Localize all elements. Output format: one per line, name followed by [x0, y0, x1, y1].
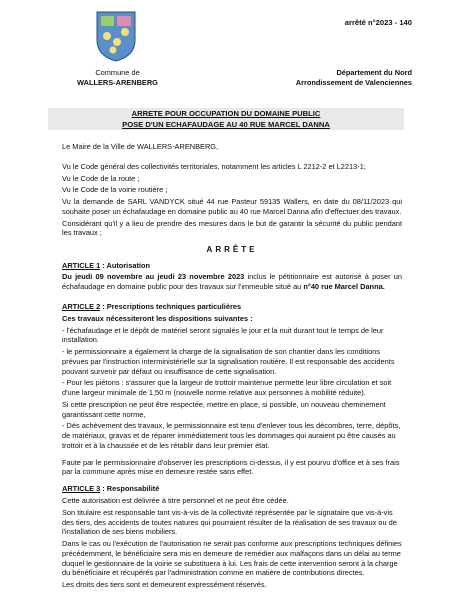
article-2-title: : Prescriptions techniques particulières — [100, 301, 242, 311]
article-2-item-office: Faute par le permissionnaire d'observer les prescriptions ci-dessus, il y est pourvu d'office et à ses frais par la commune après mise en demeure restée sans effet. — [62, 457, 400, 477]
commune-name: WALLERS-ARENBERG — [77, 77, 158, 87]
article-3-title: : Responsabilité — [100, 484, 160, 494]
article-1-number: ARTICLE 1 — [62, 260, 101, 270]
considerant: Considérant qu'il y a lieu de prendre des mesures dans le but de garantir la sécurité du public pendant les travaux ; — [62, 218, 402, 238]
arrete-heading: ARRÊTE — [206, 245, 258, 255]
article-1-title: : Autorisation — [100, 260, 151, 270]
department-line: Département du Nord — [336, 68, 412, 77]
maire-line: Le Maire de la Ville de WALLERS-ARENBERG, — [62, 142, 219, 151]
title-line-2: POSE D'UN ECHAFAUDAGE AU 40 RUE MARCEL DANNA — [122, 120, 330, 129]
article-1-body: inclus le pétitionnaire est autorisé à poser un échafaudage en domaine public pour des travaux sur l'immeuble situé au — [62, 272, 402, 292]
coat-of-arms-logo — [95, 10, 137, 62]
article-3-heading — [62, 484, 402, 494]
vu-cgct: Vu le Code général des collectivités territoriales, notamment les articles L 2212-2 et L2213-1; — [62, 161, 366, 171]
article-3-number: ARTICLE 3 — [62, 484, 101, 494]
vu-demande: Vu la demande de SARL VANDYCK situé 44 rue Pasteur 59135 Wallers, en date du 08/11/2023 qui souhaite poser un échafaudage en domaine public au 40 rue Marcel Danna afin d'effectuer des travaux. — [62, 197, 402, 216]
department-block — [272, 68, 412, 88]
article-3-personnel: Cette autorisation est délivrée à titre personnel et ne peut être cédée. — [62, 495, 289, 505]
article-1-address: n°40 rue Marcel Danna. — [303, 282, 385, 292]
article-1-text — [62, 272, 402, 292]
article-2-item-cheminement: Si cette prescription ne peut être respectée, mettre en place, si possible, un nouveau cheminement garantissant cette norme, — [62, 399, 386, 419]
document-title — [48, 108, 404, 130]
article-2-item-chantier: - le permissionnaire a également la charge de la signalisation de son chantier dans les conditions prévues par l'instruction interministérielle sur la signalisation routière. Il est responsable des accidents pouvant survenir par défaut ou insuffisance de cette signalisation. — [62, 347, 395, 376]
article-1-dates: Du jeudi 09 novembre au jeudi 23 novembre 2023 — [62, 272, 245, 282]
article-2-item-pietons: - Pour les piétons : s'assurer que la largeur de trottoir maintenue permette leur libre circulation et soit d'une largeur minimale de 1,50 m (nouvelle norme relative aux personnes à mobilité réduite). — [62, 378, 392, 398]
vu-code-voirie: Vu le Code de la voirie routière ; — [62, 185, 168, 195]
article-2-subheading: Ces travaux nécessiteront les dispositions suivantes : — [62, 313, 253, 323]
article-1-heading — [62, 261, 402, 271]
article-3-malfacons: Dans le cas ou l'exécution de l'autorisation ne serait pas conforme aux prescriptions techniques définies précédemment, le bénéficiaire sera mis en demeure de remédier aux malfaçons dans un délai au terme duquel le gestionnaire de la voirie se substituera à lui. Les frais de cette intervention seront à la charge du bénéficiaire et récupérés par l'administration comme en matière de contributions directes. — [62, 539, 402, 578]
article-3-titulaire: Son titulaire est responsable tant vis-à-vis de la collectivité représentée par le signataire que vis-à-vis des tiers, des accidents de toutes natures qui pourraient résulter de la réalisation de ses travaux ou de l'installation de ses biens mobiliers. — [62, 507, 397, 537]
commune-block — [55, 68, 180, 88]
arrete-reference: arrêté n°2023 - 140 — [344, 18, 412, 27]
article-2-number: ARTICLE 2 — [62, 301, 101, 311]
commune-label: Commune de — [95, 68, 140, 77]
arrondissement-line: Arrondissement de Valenciennes — [295, 77, 412, 87]
article-2-item-signalisation: - l'échafaudage et le dépôt de matériel seront signalés le jour et la nuit durant tout le temps de leur installation. — [62, 325, 384, 345]
vu-code-route: Vu le Code de la route ; — [62, 173, 140, 183]
title-line-1: ARRETE POUR OCCUPATION DU DOMAINE PUBLIC — [131, 109, 321, 118]
document-body — [62, 142, 402, 592]
article-2-heading — [62, 302, 402, 312]
article-3-droits: Les droits des tiers sont et demeurent expressément réservés. — [62, 580, 267, 590]
article-2-item-achevement: - Dès achèvement des travaux, le permissionnaire est tenu d'enlever tous les décombres, terre, dépôts, de matériaux, gravas et de réparer immédiatement tous les dommages qui auraient pu être causés au trottoir et à la chaussée et de les rétablir dans leur premier état. — [62, 421, 401, 450]
